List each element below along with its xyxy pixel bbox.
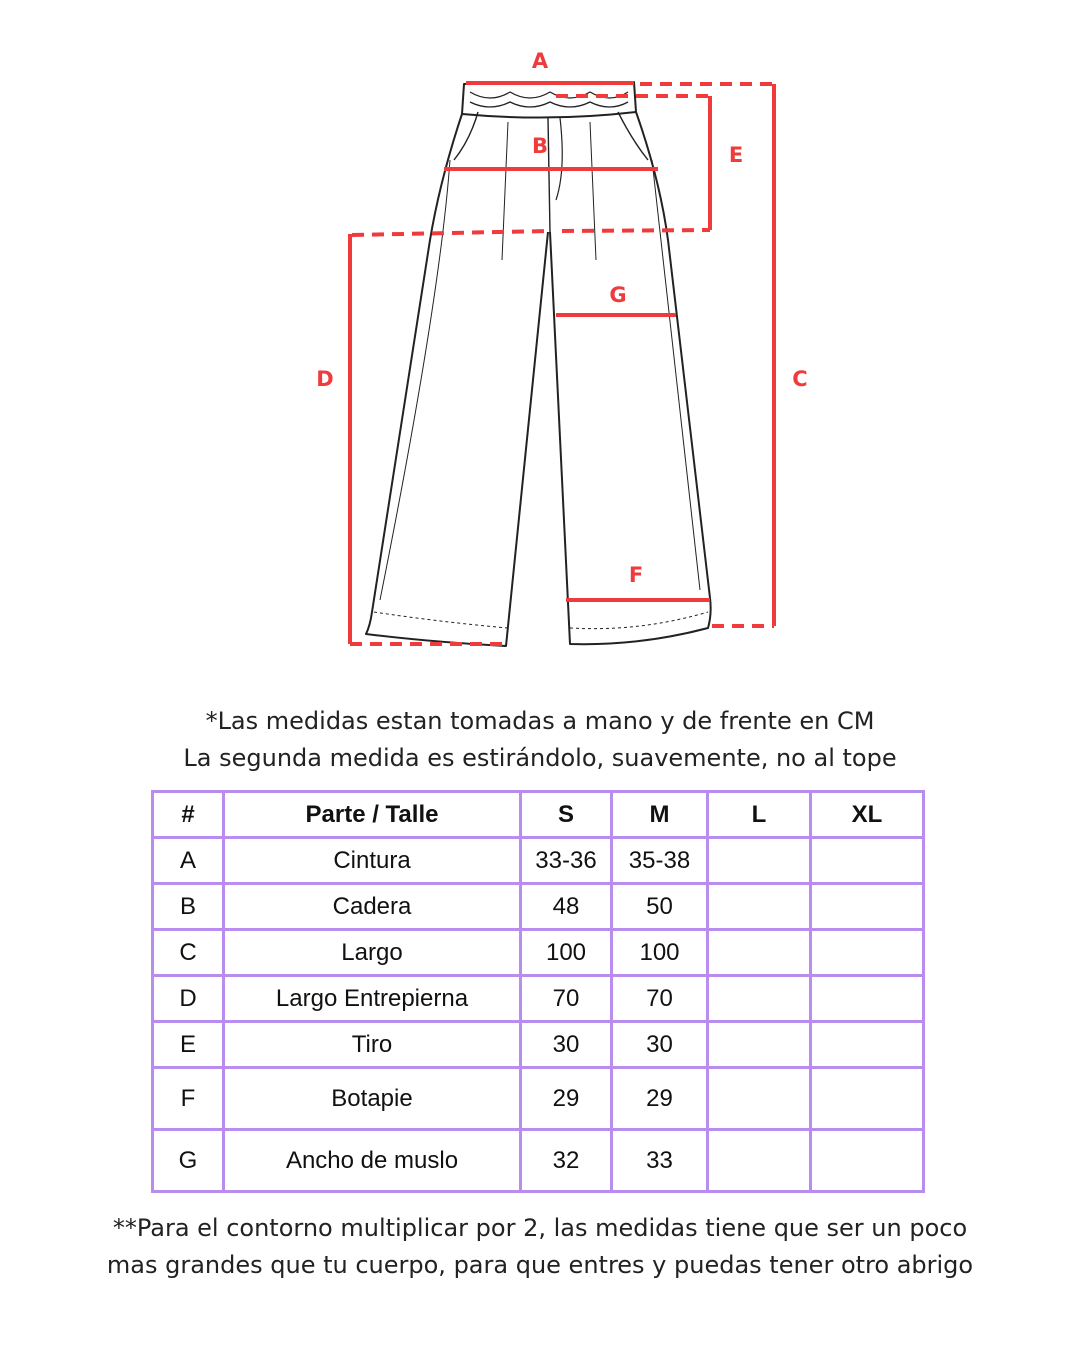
row-s: 70 <box>521 976 612 1022</box>
header-part: Parte / Talle <box>224 792 521 838</box>
note-line-4: mas grandes que tu cuerpo, para que entres y puedas tener otro abrigo <box>106 1251 974 1279</box>
row-m: 100 <box>612 930 708 976</box>
header-number: # <box>153 792 224 838</box>
label-f: F <box>628 563 644 587</box>
row-m: 33 <box>612 1130 708 1192</box>
row-id: C <box>153 930 224 976</box>
row-m: 70 <box>612 976 708 1022</box>
row-s: 33-36 <box>521 838 612 884</box>
row-id: E <box>153 1022 224 1068</box>
note-line-2: La segunda medida es estirándolo, suavemente, no al tope <box>183 744 897 772</box>
header-s: S <box>521 792 612 838</box>
table-row <box>153 976 924 1022</box>
table-row <box>153 884 924 930</box>
contour-note <box>0 1210 1080 1284</box>
table-row <box>153 930 924 976</box>
row-s: 29 <box>521 1068 612 1130</box>
row-xl <box>811 930 924 976</box>
row-xl <box>811 884 924 930</box>
measurement-note <box>0 703 1080 777</box>
measure-e-bottom <box>562 230 710 231</box>
row-part: Tiro <box>224 1022 521 1068</box>
row-l <box>708 884 811 930</box>
note-line-1: *Las medidas estan tomadas a mano y de frente en CM <box>205 707 875 735</box>
table-header-row <box>153 792 924 838</box>
header-m: M <box>612 792 708 838</box>
row-m: 50 <box>612 884 708 930</box>
row-l <box>708 1130 811 1192</box>
row-part: Cadera <box>224 884 521 930</box>
row-m: 35-38 <box>612 838 708 884</box>
row-part: Largo Entrepierna <box>224 976 521 1022</box>
note-line-3: **Para el contorno multiplicar por 2, las medidas tiene que ser un poco <box>112 1214 968 1242</box>
measurement-lines <box>350 83 774 644</box>
row-xl <box>811 1130 924 1192</box>
label-d: D <box>316 367 334 391</box>
row-part: Botapie <box>224 1068 521 1130</box>
row-s: 100 <box>521 930 612 976</box>
row-xl <box>811 976 924 1022</box>
label-a: A <box>531 49 549 73</box>
row-l <box>708 1022 811 1068</box>
row-id: D <box>153 976 224 1022</box>
label-g: G <box>609 283 627 307</box>
row-l <box>708 838 811 884</box>
row-xl <box>811 1068 924 1130</box>
row-xl <box>811 838 924 884</box>
row-l <box>708 1068 811 1130</box>
row-m: 30 <box>612 1022 708 1068</box>
table-row <box>153 838 924 884</box>
header-xl: XL <box>811 792 924 838</box>
row-s: 30 <box>521 1022 612 1068</box>
row-l <box>708 976 811 1022</box>
header-l: L <box>708 792 811 838</box>
table-row <box>153 1068 924 1130</box>
row-l <box>708 930 811 976</box>
table-row <box>153 1130 924 1192</box>
row-s: 48 <box>521 884 612 930</box>
label-c: C <box>792 367 808 391</box>
row-s: 32 <box>521 1130 612 1192</box>
row-part: Largo <box>224 930 521 976</box>
row-part: Cintura <box>224 838 521 884</box>
measure-d-top <box>352 231 548 235</box>
row-id: F <box>153 1068 224 1130</box>
label-e: E <box>728 143 744 167</box>
pants-illustration <box>366 82 711 646</box>
row-part: Ancho de muslo <box>224 1130 521 1192</box>
row-id: A <box>153 838 224 884</box>
row-id: G <box>153 1130 224 1192</box>
row-xl <box>811 1022 924 1068</box>
table-row <box>153 1022 924 1068</box>
row-id: B <box>153 884 224 930</box>
size-table <box>151 790 925 1193</box>
label-b: B <box>531 134 549 158</box>
row-m: 29 <box>612 1068 708 1130</box>
